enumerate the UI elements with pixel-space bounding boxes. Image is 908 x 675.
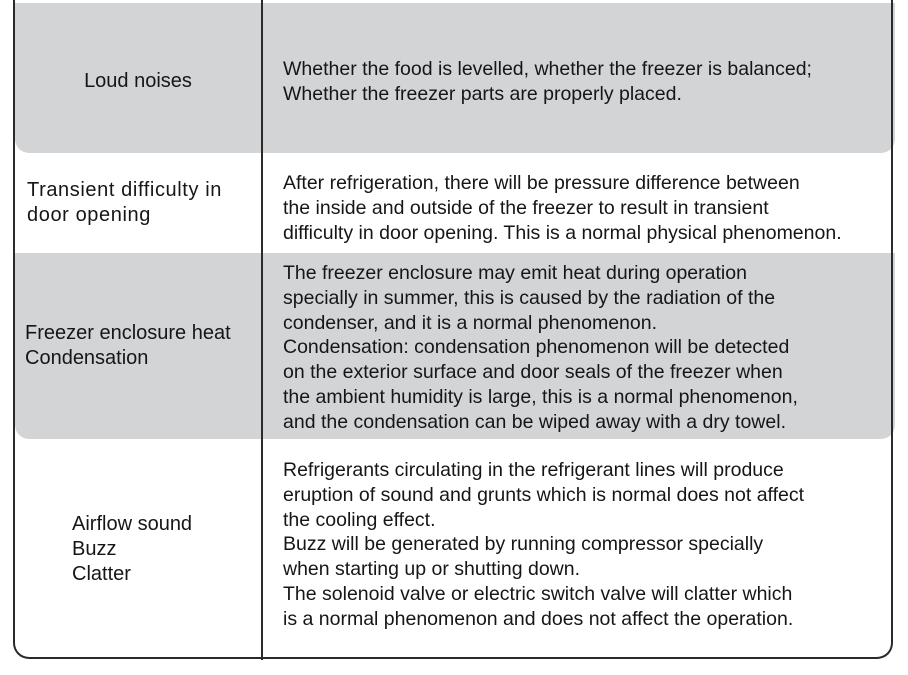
explanation-line: The freezer enclosure may emit heat during operation [283, 262, 747, 284]
explanation-line: when starting up or shutting down. [283, 558, 581, 581]
explanation-line: is a normal phenomenon and does not affect the operation. [283, 607, 794, 630]
issue-text: Condensation [25, 347, 149, 369]
explanation-line: and the condensation can be wiped away with a dry towel. [283, 410, 786, 433]
table-border [13, 0, 893, 659]
explanation-line: Refrigerants circulating in the refrigerant lines will produce [283, 459, 784, 481]
explanation-line: difficulty in door opening. This is a normal physical phenomenon. [283, 221, 842, 244]
explanation-line: specially in summer, this is caused by the radiation of the [283, 286, 776, 309]
explanation-line: the inside and outside of the freezer to result in transient [283, 196, 769, 219]
explanation-line: Whether the freezer parts are properly placed. [283, 82, 682, 105]
explanation-line: the cooling effect. [283, 508, 436, 531]
issue-text: Airflow sound [72, 512, 193, 535]
explanation-line: The solenoid valve or electric switch valve will clatter which [283, 582, 793, 605]
explanation-line: eruption of sound and grunts which is normal does not affect [283, 483, 805, 506]
explanation-line: After refrigeration, there will be pressure difference between [283, 172, 800, 194]
issue-text: Buzz [72, 537, 117, 560]
explanation-line: on the exterior surface and door seals of the freezer when [283, 361, 783, 384]
explanation-line: Buzz will be generated by running compressor specially [283, 533, 764, 556]
issue-text: Transient difficulty in [27, 179, 222, 201]
explanation-line: the ambient humidity is large, this is a normal phenomenon, [283, 385, 798, 408]
explanation-line: Whether the food is levelled, whether the freezer is balanced; [283, 58, 812, 80]
explanation-line: condenser, and it is a normal phenomenon. [283, 311, 657, 334]
explanation-line: Condensation: condensation phenomenon will be detected [283, 336, 790, 359]
issue-text: Freezer enclosure heat [25, 322, 231, 344]
issue-text: Loud noises [84, 69, 192, 92]
issue-text: Clatter [72, 562, 131, 585]
issue-text: door opening [27, 204, 151, 226]
